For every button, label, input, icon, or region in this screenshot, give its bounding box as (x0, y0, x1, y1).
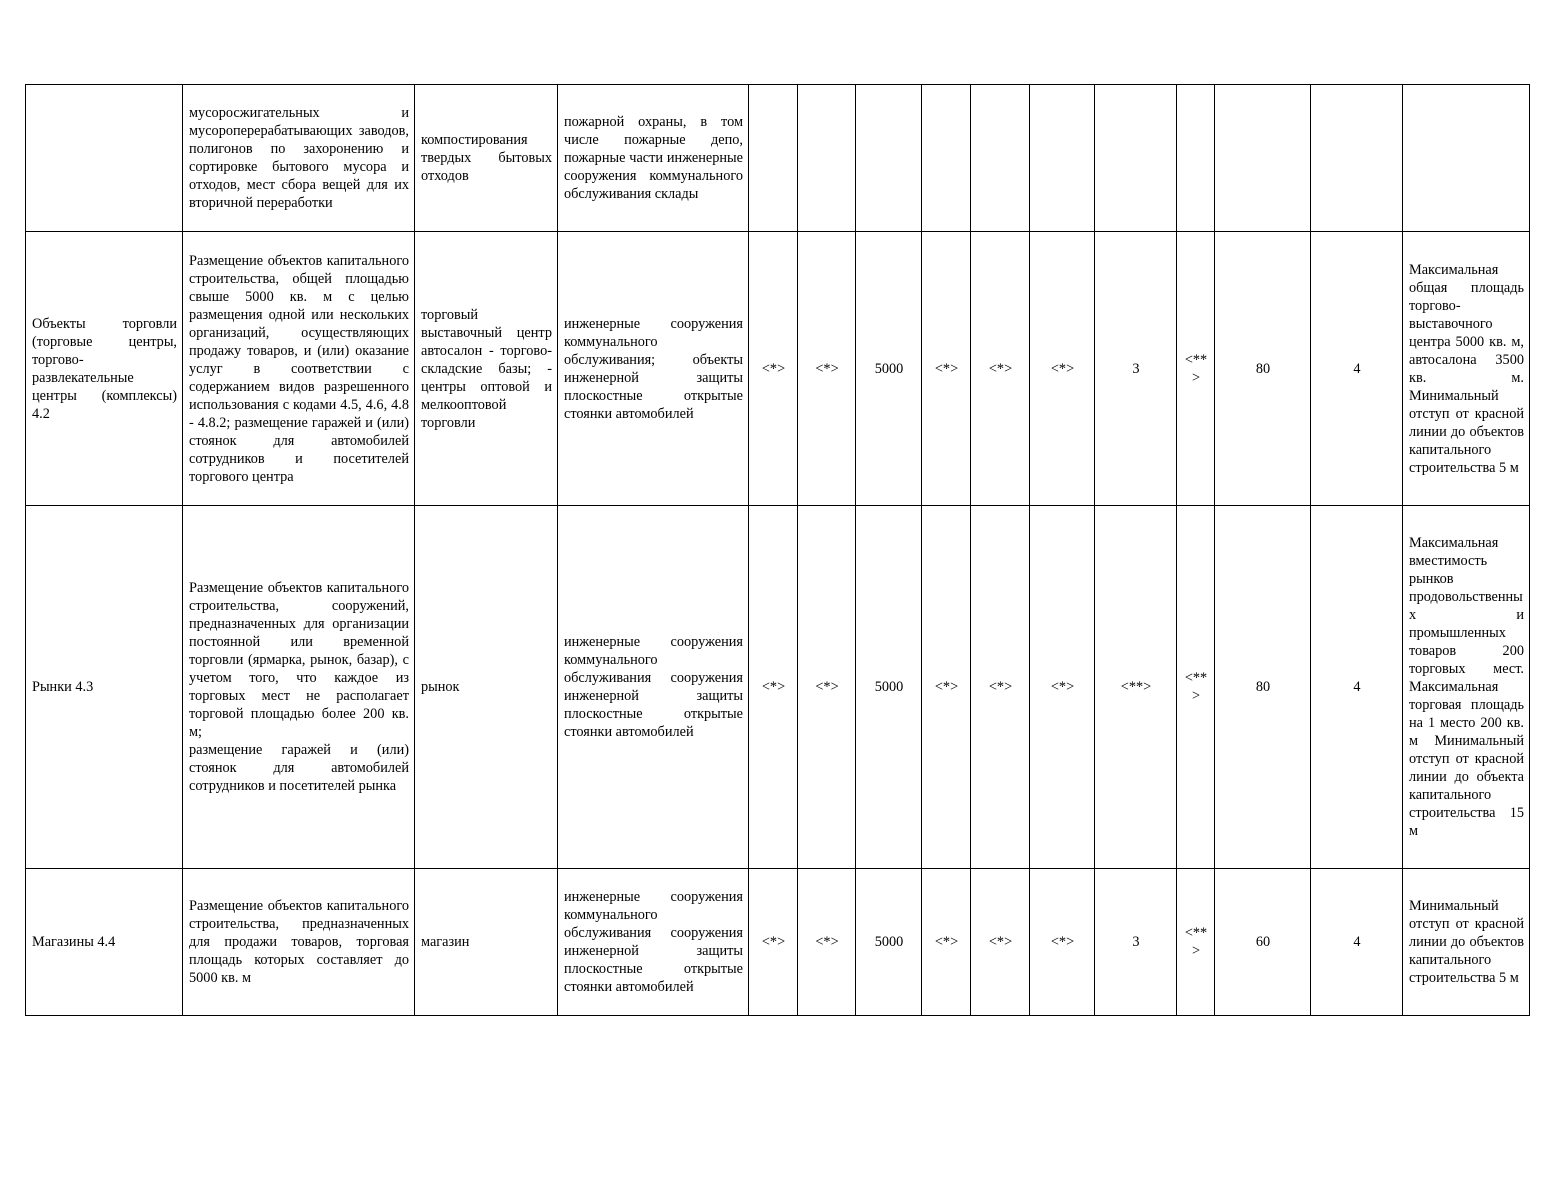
param-cell: <*> (1030, 869, 1095, 1016)
param-cell: <*> (922, 506, 971, 869)
param-cell (922, 85, 971, 232)
param-cell: <*> (1030, 232, 1095, 506)
param-cell (856, 85, 922, 232)
param-cell (749, 85, 798, 232)
param-cell: <*> (749, 506, 798, 869)
param-cell: 4 (1311, 506, 1403, 869)
param-cell: 3 (1095, 869, 1177, 1016)
param-cell: 80 (1215, 232, 1311, 506)
param-cell: <*> (798, 232, 856, 506)
main-objects-cell: компостирования твердых бытовых отходов (415, 85, 558, 232)
description-cell: Размещение объектов капитального строительства, сооружений, предназначенных для организации постоянной или временной торговли (ярмарка, рынок, базар), с учетом того, что каждое из торговых мест не располагает торговой площадью более 200 кв. м; размещение гаражей и (или) стоянок для автомобилей сотрудников и посетителей рынка (183, 506, 415, 869)
param-cell: <**> (1177, 869, 1215, 1016)
use-name-cell (26, 85, 183, 232)
main-objects-cell: магазин (415, 869, 558, 1016)
param-cell (1177, 85, 1215, 232)
notes-cell (1403, 85, 1530, 232)
param-cell (971, 85, 1030, 232)
description-cell: Размещение объектов капитального строительства, предназначенных для продажи товаров, торговая площадь которых составляет до 5000 кв. м (183, 869, 415, 1016)
aux-objects-cell: инженерные сооружения коммунального обслуживания сооружения инженерной защиты плоскостные открытые стоянки автомобилей (558, 506, 749, 869)
param-cell: 5000 (856, 869, 922, 1016)
param-cell: <**> (1177, 232, 1215, 506)
description-cell: мусоросжигательных и мусороперерабатывающих заводов, полигонов по захоронению и сортировке бытового мусора и отходов, мест сбора вещей для их вторичной переработки (183, 85, 415, 232)
notes-cell: Максимальная вместимость рынков продовольственных и промышленных товаров 200 торговых мест. Максимальная торговая площадь на 1 место 200 кв. м Минимальный отступ от красной линии до объекта капитального строительства 15 м (1403, 506, 1530, 869)
aux-objects-cell: инженерные сооружения коммунального обслуживания; объекты инженерной защиты плоскостные открытые стоянки автомобилей (558, 232, 749, 506)
param-cell: <**> (1095, 506, 1177, 869)
param-cell: <*> (971, 869, 1030, 1016)
param-cell (1095, 85, 1177, 232)
param-cell (798, 85, 856, 232)
param-cell: <**> (1177, 506, 1215, 869)
param-cell (1215, 85, 1311, 232)
use-name-cell: Магазины 4.4 (26, 869, 183, 1016)
param-cell (1030, 85, 1095, 232)
param-cell: <*> (922, 869, 971, 1016)
param-cell: <*> (749, 869, 798, 1016)
table-row (26, 506, 1530, 869)
param-cell: <*> (922, 232, 971, 506)
param-cell: 60 (1215, 869, 1311, 1016)
aux-objects-cell: пожарной охраны, в том числе пожарные депо, пожарные части инженерные сооружения коммунального обслуживания склады (558, 85, 749, 232)
param-cell: <*> (798, 869, 856, 1016)
notes-cell: Максимальная общая площадь торгово-выставочного центра 5000 кв. м, автосалона 3500 кв. м. Минимальный отступ от красной линии до объектов капитального строительства 5 м (1403, 232, 1530, 506)
use-name-cell: Рынки 4.3 (26, 506, 183, 869)
param-cell: <*> (749, 232, 798, 506)
param-cell: 3 (1095, 232, 1177, 506)
table-row (26, 869, 1530, 1016)
description-cell: Размещение объектов капитального строительства, общей площадью свыше 5000 кв. м с целью размещения одной или нескольких организаций, осуществляющих продажу товаров, и (или) оказание услуг в соответствии с содержанием видов разрешенного использования с кодами 4.5, 4.6, 4.8 - 4.8.2; размещение гаражей и (или) стоянок для автомобилей сотрудников и посетителей торгового центра (183, 232, 415, 506)
table-row (26, 85, 1530, 232)
main-objects-cell: рынок (415, 506, 558, 869)
param-cell: 4 (1311, 232, 1403, 506)
param-cell: 5000 (856, 232, 922, 506)
land-use-table (25, 84, 1530, 1016)
param-cell: <*> (798, 506, 856, 869)
use-name-cell: Объекты торговли (торговые центры, торгово-развлекательные центры (комплексы) 4.2 (26, 232, 183, 506)
param-cell: 4 (1311, 869, 1403, 1016)
table-row (26, 232, 1530, 506)
main-objects-cell: торговый выставочный центр автосалон - торгово-складские базы; - центры оптовой и мелкооптовой торговли (415, 232, 558, 506)
param-cell: 80 (1215, 506, 1311, 869)
param-cell: <*> (971, 506, 1030, 869)
notes-cell: Минимальный отступ от красной линии до объектов капитального строительства 5 м (1403, 869, 1530, 1016)
param-cell: <*> (1030, 506, 1095, 869)
param-cell: 5000 (856, 506, 922, 869)
param-cell (1311, 85, 1403, 232)
aux-objects-cell: инженерные сооружения коммунального обслуживания сооружения инженерной защиты плоскостные открытые стоянки автомобилей (558, 869, 749, 1016)
param-cell: <*> (971, 232, 1030, 506)
